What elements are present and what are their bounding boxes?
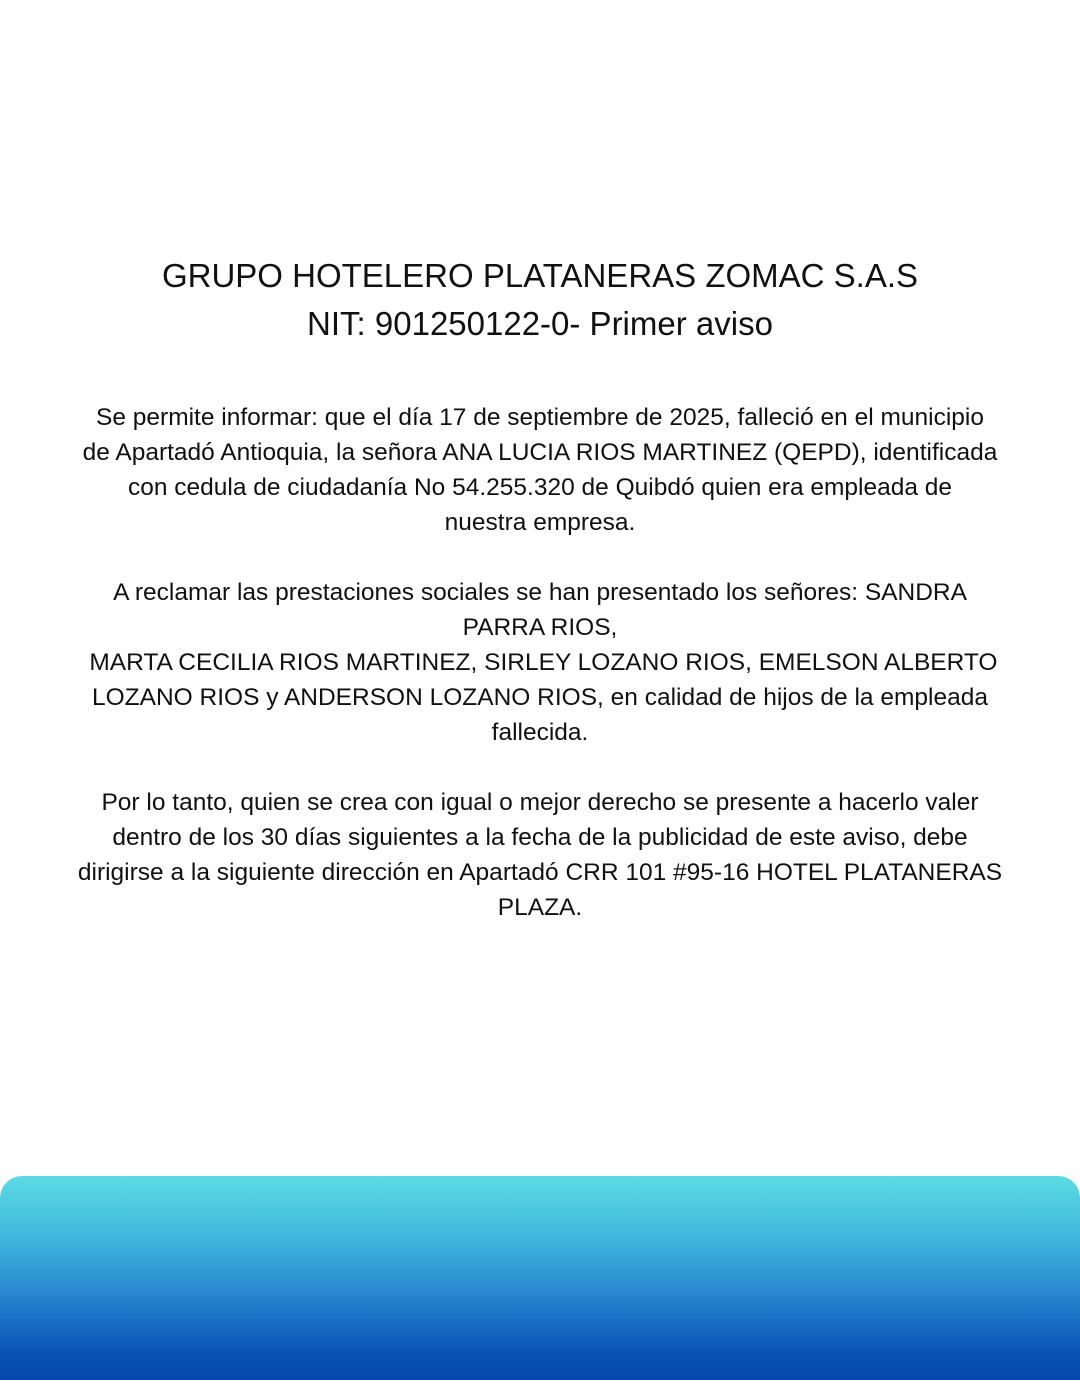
paragraph-line: Se permite informar: que el día 17 de septiembre de 2025, falleció en el municipio <box>96 404 984 431</box>
death-announcement-paragraph <box>40 400 1040 540</box>
paragraph-line: dentro de los 30 días siguientes a la fecha de la publicidad de este aviso, debe <box>112 824 968 851</box>
paragraph-line: MARTA CECILIA RIOS MARTINEZ, SIRLEY LOZANO RIOS, EMELSON ALBERTO <box>82 649 998 676</box>
paragraph-line: A reclamar las prestaciones sociales se han presentado los señores: SANDRA <box>113 579 967 606</box>
paragraph-line: nuestra empresa. <box>444 509 636 536</box>
paragraph-line: fallecida. <box>491 719 589 746</box>
nit-subtitle: NIT: 901250122-0- Primer aviso <box>307 305 773 342</box>
paragraph-line: LOZANO RIOS y ANDERSON LOZANO RIOS, en calidad de hijos de la empleada <box>92 684 988 711</box>
paragraph-line: dirigirse a la siguiente dirección en Apartadó CRR 101 #95-16 HOTEL PLATANERAS <box>77 859 1003 886</box>
footer-gradient-band <box>0 1176 1080 1380</box>
notice-header <box>40 252 1040 348</box>
company-name-title: GRUPO HOTELERO PLATANERAS ZOMAC S.A.S <box>161 257 919 294</box>
paragraph-line: PARRA RIOS, <box>462 614 618 641</box>
paragraph-line: con cedula de ciudadanía No 54.255.320 de Quibdó quien era empleada de <box>127 474 953 501</box>
notice-document <box>40 252 1040 960</box>
paragraph-line: Por lo tanto, quien se crea con igual o mejor derecho se presente a hacerlo valer <box>101 789 979 816</box>
paragraph-line: de Apartadó Antioquia, la señora ANA LUCIA RIOS MARTINEZ (QEPD), identificada <box>82 439 998 466</box>
paragraph-line: PLAZA. <box>497 894 583 921</box>
claim-instructions-paragraph <box>40 785 1040 925</box>
claimants-paragraph <box>40 575 1040 750</box>
